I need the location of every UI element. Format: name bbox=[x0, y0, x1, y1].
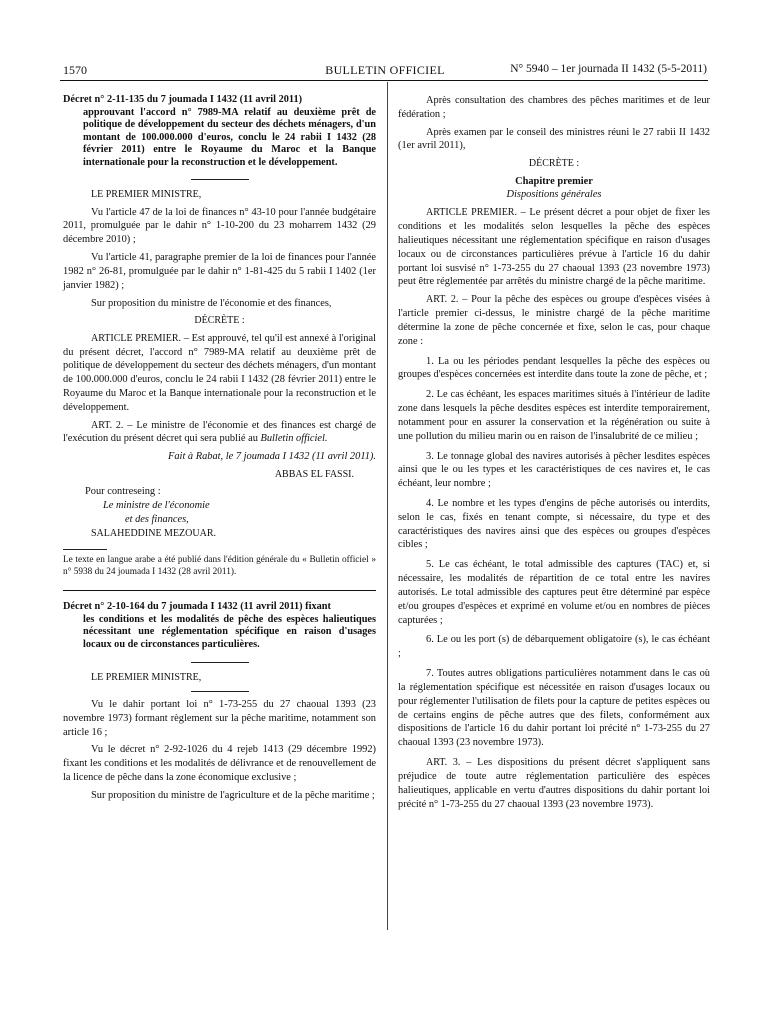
decree2-decrete: DÉCRÈTE : bbox=[528, 158, 580, 170]
decree1-done-at: Fait à Rabat, le 7 joumada I 1432 (11 avril 2011). bbox=[168, 451, 376, 463]
decree2-visa2: Vu le décret n° 2-92-1026 du 4 rejeb 1413 (29 décembre 1992) fixant les conditions et les modalités de délivrance et de renouvellement de la licence de pêche dans la zone économique exclusive ; bbox=[63, 744, 376, 783]
decree1-art2-text: – Le ministre de l'économie et des finances est chargé de l'exécution du présent décret qui sera publié au bbox=[63, 419, 376, 445]
decree1-decrete: DÉCRÈTE : bbox=[194, 315, 245, 327]
decree2-article3 bbox=[398, 756, 710, 811]
section-rule bbox=[63, 590, 376, 591]
decree1-visa1: Vu l'article 47 de la loi de finances n° 43-10 pour l'année budgétaire 2011, promulguée par le dahir n° 1-10-200 du 23 moharrem 1432 (29 décembre 2010) ; bbox=[63, 206, 376, 246]
decree2-art1-text: – Le présent décret a pour objet de fixer les conditions et les modalités selon lesquelles la pêche des espèces halieutiques nécessitant une réglementation spécifique en raison d'usages locaux ou de circonstances particulières prévue à l'article 16 du dahir portant loi susvisé n° 1-73-255 du 27 chaoual 1393 (23 novembre 1973) peut être réglementée par arrêtés du ministre chargé de la pêche maritime. bbox=[398, 207, 710, 288]
left-column bbox=[63, 94, 376, 803]
decree1-article2 bbox=[63, 419, 376, 447]
right-column bbox=[398, 94, 710, 811]
list-item: 4. Le nombre et les types d'engins de pêche autorisés ou interdits, selon le cas, fixés en tenant compte, si nécessaire, du type et des caractéristiques des navires ainsi que des espèces ou groupes d'espèces cibles ; bbox=[398, 498, 710, 551]
decree1-title bbox=[63, 94, 376, 169]
decree2-consult2: Après examen par le conseil des ministres réuni le 27 rabii II 1432 (1er avril 2011), bbox=[398, 126, 710, 152]
decree2-art1-label: ARTICLE PREMIER. bbox=[426, 207, 517, 219]
decree1-article1 bbox=[63, 332, 376, 415]
decree2-title-line1: Décret n° 2-10-164 du 7 joumada I 1432 (11 avril 2011) fixant bbox=[63, 601, 331, 613]
decree1-proposal: Sur proposition du ministre de l'économie et des finances, bbox=[91, 297, 332, 309]
decree1-title-rest: approuvant l'accord n° 7989-MA relatif au deuxième prêt de politique de développement du secteur des déchets ménagers, d'un montant de 100.000.000 d'euros, conclu le 24 rabii I 1432 (28 février 2011) entre le Royaume du Maroc et la Banque internationale pour la reconstruction et le développement. bbox=[83, 106, 376, 168]
list-item: 3. Le tonnage global des navires autorisés à pêcher lesdites espèces ainsi que le ou les types et les caractéristiques de ces navires et, le cas échéant, leur nombre ; bbox=[398, 450, 710, 490]
decree1-minister-role1: Le ministre de l'économie bbox=[103, 500, 210, 512]
decree2-art3-text: – Les dispositions du présent décret s'appliquent sans préjudice de toute autre réglementation particulière des espèces halieutiques, applicable en vertu d'autres dispositions du dahir portant loi précité n° 1-73-255 du 27 chaoual 1393 (23 novembre 1973). bbox=[398, 757, 710, 810]
decree1-countersign: Pour contreseing : bbox=[85, 486, 161, 498]
decree2-title-rest: les conditions et les modalités de pêche des espèces halieutiques nécessitant une réglementation spécifique en raison d'usages locaux ou de circonstances particulières. bbox=[83, 613, 376, 650]
chapter-title: Chapitre premier bbox=[515, 175, 593, 187]
decree1-authority: LE PREMIER MINISTRE, bbox=[91, 189, 202, 201]
decree1-art2-label: ART. 2. bbox=[91, 419, 124, 431]
decree1-art1-label: ARTICLE PREMIER. bbox=[91, 332, 182, 344]
decree1-note: Le texte en langue arabe a été publié dans l'édition générale du « Bulletin officiel » n° 5938 du 24 joumada I 1432 (28 avril 2011). bbox=[63, 555, 376, 578]
decree1-art2-italic: Bulletin officiel. bbox=[260, 433, 328, 445]
decree1-minister-name: SALAHEDDINE MEZOUAR. bbox=[91, 527, 216, 539]
separator bbox=[191, 179, 249, 180]
decree2-visa3: Sur proposition du ministre de l'agriculture et de la pêche maritime ; bbox=[91, 789, 375, 801]
issue-info: N° 5940 – 1er journada II 1432 (5-5-2011) bbox=[510, 63, 707, 75]
journal-title: BULLETIN OFFICIEL bbox=[325, 63, 445, 77]
decree2-consult1: Après consultation des chambres des pêches maritimes et de leur fédération ; bbox=[398, 95, 710, 120]
list-item: 7. Toutes autres obligations particulières notamment dans le cas où la réglementation spécifique est nécessitée en raison d'usages locaux ou pour réglementer l'utilisation de filets pour la capture de petites espèces ou de certains engins de pêche autres que des filets, conformément aux dispositions de l'article 16 du dahir portant loi précité n° 1-73-255 du 27 chaoual 1393 (23 novembre 1973). bbox=[398, 668, 710, 749]
decree1-minister-role2: et des finances, bbox=[125, 514, 189, 526]
decree2-visa1: Vu le dahir portant loi n° 1-73-255 du 27 chaoual 1393 (23 novembre 1973) formant règlement sur la pêche maritime, notamment son article 16 ; bbox=[63, 698, 376, 738]
list-item: 2. Le cas échéant, les espaces maritimes situés à l'intérieur de ladite zone dans lesquels la pêche desdites espèces est interdite temporairement, notamment pour en assurer la conservation et la régénération ou suite à une pollution du milieu marin ou en raison de l'insalubrité de ce milieu ; bbox=[398, 389, 710, 442]
decree2-art3-label: ART. 3. bbox=[426, 757, 461, 769]
decree2-authority: LE PREMIER MINISTRE, bbox=[91, 671, 202, 683]
column-divider bbox=[387, 82, 388, 930]
list-item: 6. Le ou les port (s) de débarquement obligatoire (s), le cas échéant ; bbox=[398, 634, 710, 660]
list-item: 1. La ou les périodes pendant lesquelles la pêche des espèces ou groupes d'espèces concernées est interdite dans toute la zone de pêche, et ; bbox=[398, 355, 710, 381]
decree1-title-line1: Décret n° 2-11-135 du 7 joumada I 1432 (11 avril 2011) bbox=[63, 94, 303, 105]
separator bbox=[191, 691, 249, 692]
decree1-visa2: Vu l'article 41, paragraphe premier de la loi de finances pour l'année 1982 n° 26-81, promulguée par le dahir n° 1-81-425 du 5 rabii I 1402 (1er janvier 1982) ; bbox=[63, 252, 376, 291]
decree2-art2-text: – Pour la pêche des espèces ou groupe d'espèces visées à l'article premier ci-dessus, le ministre chargé de la pêche maritime détermine la zone de pêche concernée et fixe, selon le cas, pour chaque zone : bbox=[398, 294, 710, 347]
note-separator bbox=[63, 549, 107, 550]
page-header bbox=[63, 63, 707, 81]
decree2-article1 bbox=[398, 206, 710, 289]
chapter-subtitle: Dispositions générales bbox=[506, 189, 602, 201]
decree2-title bbox=[63, 601, 376, 651]
decree2-article2 bbox=[398, 293, 710, 348]
list-item: 5. Le cas échéant, le total admissible des captures (TAC) et, si nécessaire, les modalités de répartition de ce total entre les navires autorisés. Le total admissible des captures peut être déterminé par espèce et/ou groupes d'espèces et exprimé en volume et/ou en nombres de pièces capturées ; bbox=[398, 559, 710, 626]
decree1-art1-text: – Est approuvé, tel qu'il est annexé à l'original du présent décret, l'accord n° 7989-MA relatif au deuxième prêt de politique de développement du secteur des déchets ménagers, d'un montant de 100.000.000 d'euros, conclu le 24 rabii I 1432 (28 février 2011) entre le Royaume du Maroc et la Banque internationale pour la reconstruction et le développement. bbox=[63, 332, 376, 413]
decree2-art2-label: ART. 2. bbox=[426, 294, 459, 306]
header-rule bbox=[60, 80, 708, 81]
separator bbox=[191, 662, 249, 663]
page-number: 1570 bbox=[63, 63, 87, 77]
decree1-signatory: ABBAS EL FASSI. bbox=[274, 469, 354, 481]
